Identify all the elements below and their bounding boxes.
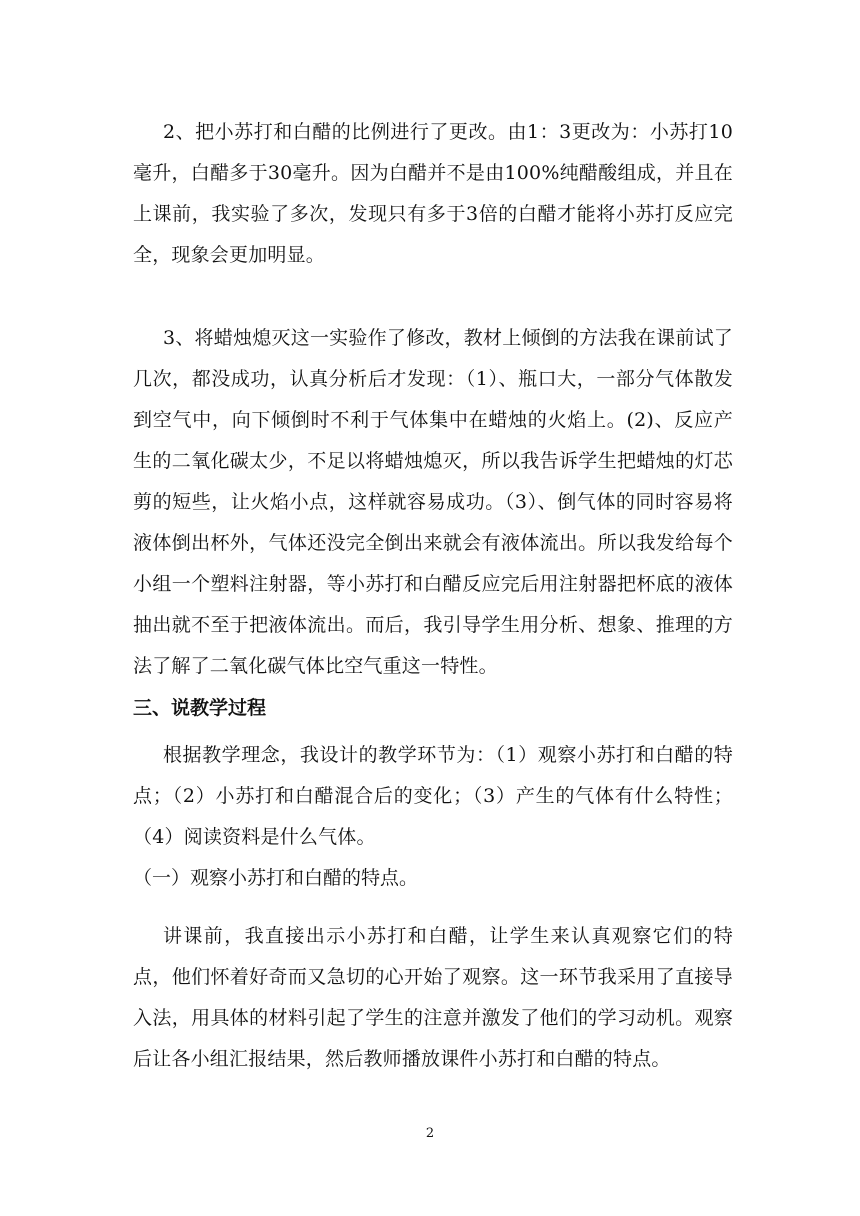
section-heading-teaching-process: 三、说教学过程	[133, 697, 267, 719]
subheading-observe-features: （一）观察小苏打和白醋的特点。	[133, 867, 419, 889]
paragraph-candle-experiment: 3、将蜡烛熄灭这一实验作了修改，教材上倾倒的方法我在课前试了几次，都没成功，认真分析后才发现：（1）、瓶口大，一部分气体散发到空气中，向下倾倒时不利于气体集中在蜡烛的火焰上。(2)、反应产生的二氧化碳太少，不足以将蜡烛熄灭，所以我告诉学生把蜡烛的灯芯剪的短些，让火焰小点，这样就容易成功。（3）、倒气体的同时容易将液体倒出杯外，气体还没完全倒出来就会有液体流出。所以我发给每个小组一个塑料注射器，等小苏打和白醋反应完后用注射器把杯底的液体抽出就不至于把液体流出。而后，我引导学生用分析、想象、推理的方法了解了二氧化碳气体比空气重这一特性。	[133, 327, 733, 677]
paragraph-teaching-steps: 根据教学理念，我设计的教学环节为：（1）观察小苏打和白醋的特点；（2）小苏打和白醋混合后的变化；（3）产生的气体有什么特性；（4）阅读资料是什么气体。	[133, 744, 733, 848]
paragraph-ratio-change: 2、把小苏打和白醋的比例进行了更改。由1：3更改为：小苏打10毫升，白醋多于30毫升。因为白醋并不是由100%纯醋酸组成，并且在上课前，我实验了多次，发现只有多于3倍的白醋才能将小苏打反应完全，现象会更加明显。	[133, 121, 733, 266]
page-number: 2	[425, 1126, 435, 1141]
paragraph-observation-intro: 讲课前，我直接出示小苏打和白醋，让学生来认真观察它们的特点，他们怀着好奇而又急切的心开始了观察。这一环节我采用了直接导入法，用具体的材料引起了学生的注意并激发了他们的学习动机。观察后让各小组汇报结果，然后教师播放课件小苏打和白醋的特点。	[133, 925, 733, 1070]
